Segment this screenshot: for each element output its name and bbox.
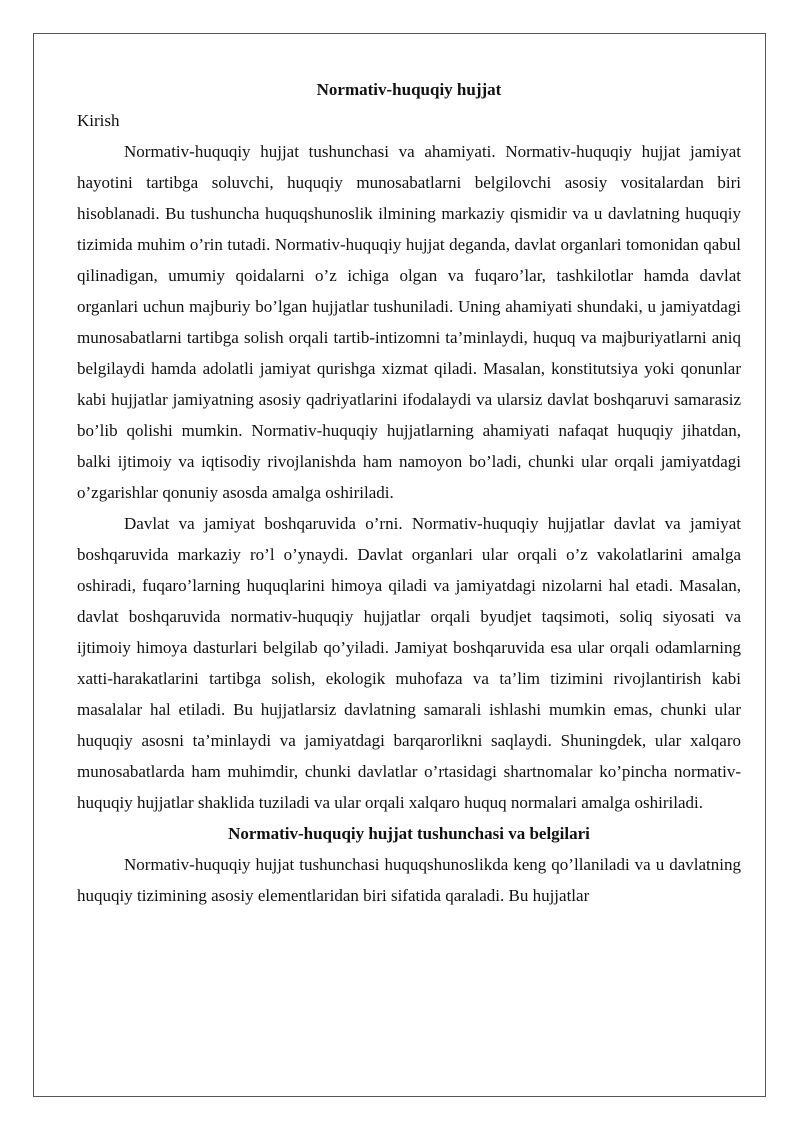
document-body — [77, 74, 741, 911]
intro-label: Kirish — [77, 111, 120, 130]
section-heading: Normativ-huquqiy hujjat tushunchasi va belgilari — [228, 824, 590, 843]
paragraph-concept: Normativ-huquqiy hujjat tushunchasi huquqshunoslikda keng qo’llaniladi va u davlatning huquqiy tizimining asosiy elementlaridan biri sifatida qaraladi. Bu hujjatlar — [77, 855, 741, 905]
paragraph-governance: Davlat va jamiyat boshqaruvida o’rni. Normativ-huquqiy hujjatlar davlat va jamiyat boshqaruvida markaziy ro’l o’ynaydi. Davlat organlari ular orqali o’z vakolatlarini amalga oshiradi, fuqaro’larning huquqlarini himoya qiladi va jamiyatdagi nizolarni hal etadi. Masalan, davlat boshqaruvida normativ-huquqiy hujjatlar orqali byudjet taqsimoti, soliq siyosati va ijtimoiy himoya dasturlari belgilab qo’yiladi. Jamiyat boshqaruvida esa ular orqali odamlarning xatti-harakatlarini tartibga solish, ekologik muhofaza va ta’lim tizimini rivojlantirish kabi masalalar hal etiladi. Bu hujjatlarsiz davlatning samarali ishlashi mumkin emas, chunki ular huquqiy asosni ta’minlaydi va jamiyatdagi barqarorlikni saqlaydi. Shuningdek, ular xalqaro munosabatlarda ham muhimdir, chunki davlatlar o’rtasidagi shartnomalar ko’pincha normativ-huquqiy hujjatlar shaklida tuziladi va ular orqali xalqaro huquq normalari amalga oshiriladi. — [77, 514, 741, 812]
document-title: Normativ-huquqiy hujjat — [316, 80, 502, 99]
paragraph-significance: Normativ-huquqiy hujjat tushunchasi va ahamiyati. Normativ-huquqiy hujjat jamiyat hayotini tartibga soluvchi, huquqiy munosabatlarni belgilovchi asosiy vositalardan biri hisoblanadi. Bu tushuncha huquqshunoslik ilmining markaziy qismidir va u davlatning huquqiy tizimida muhim o’rin tutadi. Normativ-huquqiy hujjat deganda, davlat organlari tomonidan qabul qilinadigan, umumiy qoidalarni o’z ichiga olgan va fuqaro’lar, tashkilotlar hamda davlat organlari uchun majburiy bo’lgan hujjatlar tushuniladi. Uning ahamiyati shundaki, u jamiyatdagi munosabatlarni tartibga solish orqali tartib-intizomni ta’minlaydi, huquq va majburiyatlarni aniq belgilaydi hamda adolatli jamiyat qurishga xizmat qiladi. Masalan, konstitutsiya yoki qonunlar kabi hujjatlar jamiyatning asosiy qadriyatlarini ifodalaydi va ularsiz davlat boshqaruvi samarasiz bo’lib qolishi mumkin. Normativ-huquqiy hujjatlarning ahamiyati nafaqat huquqiy jihatdan, balki ijtimoiy va iqtisodiy rivojlanishda ham namoyon bo’ladi, chunki ular orqali jamiyatdagi o’zgarishlar qonuniy asosda amalga oshiriladi. — [77, 142, 741, 502]
